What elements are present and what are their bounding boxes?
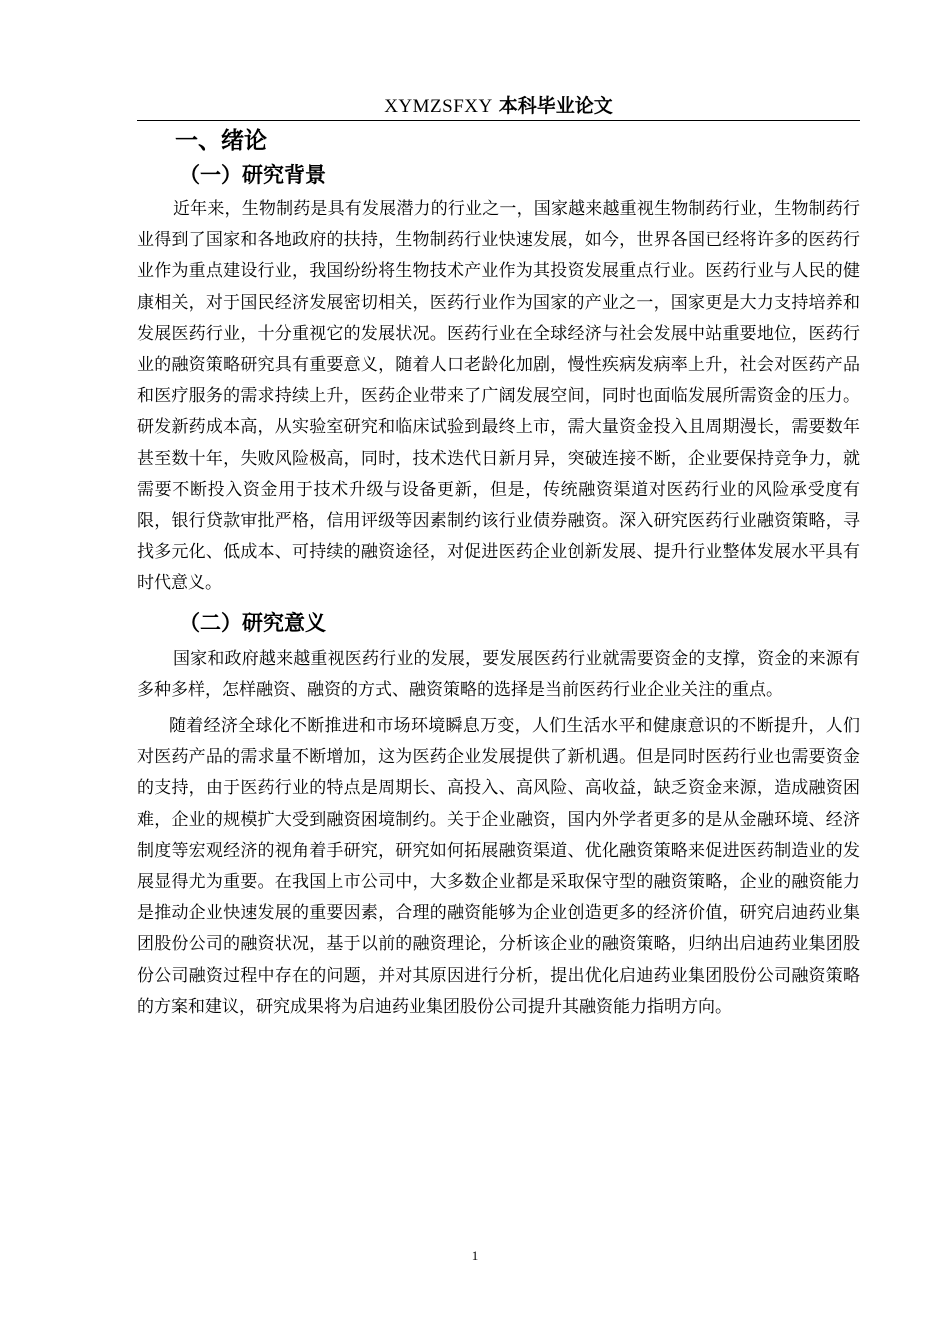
running-header: [137, 92, 860, 120]
body-content: [137, 124, 860, 1023]
paragraph-background: 近年来，生物制药是具有发展潜力的行业之一，国家越来越重视生物制药行业，生物制药行业得到了国家和各地政府的扶持，生物制药行业快速发展，如今，世界各国已经将许多的医药行业作为重点建设行业，我国纷纷将生物技术产业作为其投资发展重点行业。医药行业与人民的健康相关，对于国民经济发展密切相关，医药行业作为国家的产业之一，国家更是大力支持培养和发展医药行业，十分重视它的发展状况。医药行业在全球经济与社会发展中站重要地位，医药行业的融资策略研究具有重要意义，随着人口老龄化加剧，慢性疾病发病率上升，社会对医药产品和医疗服务的需求持续上升，医药企业带来了广阔发展空间，同时也面临发展所需资金的压力。研发新药成本高，从实验室研究和临床试验到最终上市，需大量资金投入且周期漫长，需要数年甚至数十年，失败风险极高，同时，技术迭代日新月异，突破连接不断，企业要保持竞争力，就需要不断投入资金用于技术升级与设备更新，但是，传统融资渠道对医药行业的风险承受度有限，银行贷款审批严格，信用评级等因素制约该行业债券融资。深入研究医药行业融资策略，寻找多元化、低成本、可持续的融资途径，对促进医药企业创新发展、提升行业整体发展水平具有时代意义。: [137, 199, 860, 594]
section-heading-background: （一）研究背景: [179, 163, 326, 187]
paragraph-significance-2: 随着经济全球化不断推进和市场环境瞬息万变，人们生活水平和健康意识的不断提升，人们对医药产品的需求量不断增加，这为医药企业发展提供了新机遇。但是同时医药行业也需要资金的支持，由于医药行业的特点是周期长、高投入、高风险、高收益，缺乏资金来源，造成融资困难，企业的规模扩大受到融资困境制约。关于企业融资，国内外学者更多的是从金融环境、经济制度等宏观经济的视角着手研究，研究如何拓展融资渠道、优化融资策略来促进医药制造业的发展显得尤为重要。在我国上市公司中，大多数企业都是采取保守型的融资策略，企业的融资能力是推动企业快速发展的重要因素，合理的融资能够为企业创造更多的经济价值，研究启迪药业集团股份公司的融资状况，基于以前的融资理论，分析该企业的融资策略，归纳出启迪药业集团股份公司融资过程中存在的问题，并对其原因进行分析，提出优化启迪药业集团股份公司融资策略的方案和建议，研究成果将为启迪药业集团股份公司提升其融资能力指明方向。: [137, 716, 860, 1017]
header-school-code: XYMZSFXY: [384, 96, 493, 117]
chapter-title: 一、绪论: [175, 128, 267, 154]
page-number: 1: [471, 1248, 479, 1263]
header-divider: [137, 120, 860, 121]
section-heading-significance: （二）研究意义: [179, 610, 326, 635]
paragraph-significance-1: 国家和政府越来越重视医药行业的发展，要发展医药行业就需要资金的支撑，资金的来源有多种多样，怎样融资、融资的方式、融资策略的选择是当前医药行业企业关注的重点。: [137, 648, 860, 700]
header-thesis-label: 本科毕业论文: [498, 95, 613, 117]
